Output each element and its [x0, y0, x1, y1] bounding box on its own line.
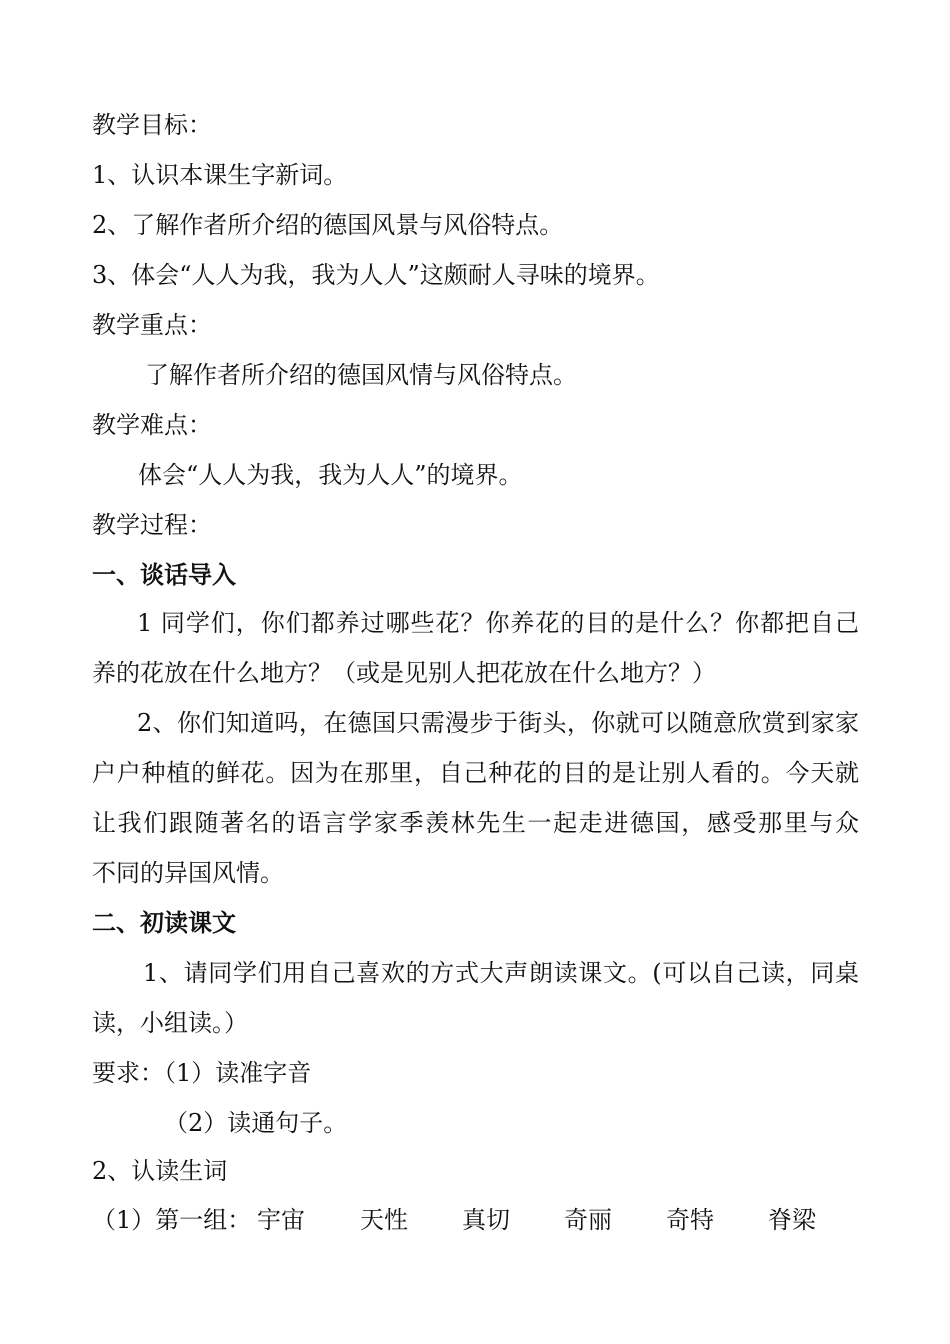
- vocab-word: 奇特: [666, 1206, 714, 1234]
- vocab-word: 脊梁: [768, 1206, 816, 1234]
- vocab-group-1: [92, 1205, 872, 1235]
- vocab-word: 天性: [360, 1206, 408, 1234]
- section-2-p1-line2: 读，小组读。）: [92, 1009, 248, 1037]
- key-text: 了解作者所介绍的德国风情与风俗特点。: [145, 361, 577, 389]
- vocab-heading: 2、认读生词: [92, 1157, 228, 1185]
- requirement-line-1: 要求：（1）读准字音: [92, 1059, 312, 1087]
- difficulty-heading: 教学难点：: [92, 411, 212, 439]
- section-1-p2-line2: 户户种植的鲜花。因为在那里，自己种花的目的是让别人看的。今天就: [92, 759, 859, 787]
- section-1-p2-line1: 2、你们知道吗，在德国只需漫步于街头，你就可以随意欣赏到家家: [137, 709, 859, 737]
- section-1-p2-line3: 让我们跟随著名的语言学家季羡林先生一起走进德国，感受那里与众: [92, 809, 859, 837]
- vocab-group-label: （1）第一组：: [92, 1206, 252, 1234]
- key-heading: 教学重点：: [92, 311, 212, 339]
- vocab-word: 真切: [462, 1206, 510, 1234]
- vocab-word: 宇宙: [257, 1206, 305, 1234]
- difficulty-text: 体会“人人为我，我为人人”的境界。: [138, 461, 523, 489]
- section-2-title: 二、初读课文: [92, 908, 236, 937]
- goal-heading: 教学目标：: [92, 111, 212, 139]
- goal-item-3: 3、体会“人人为我，我为人人”这颇耐人寻味的境界。: [92, 261, 660, 289]
- requirement-line-2: （2）读通句子。: [164, 1109, 348, 1137]
- section-1-title: 一、谈话导入: [92, 560, 236, 589]
- goal-item-1: 1、认识本课生字新词。: [92, 161, 348, 189]
- vocab-word: 奇丽: [564, 1206, 612, 1234]
- goal-item-2: 2、了解作者所介绍的德国风景与风俗特点。: [92, 211, 564, 239]
- section-2-p1-line1: 1、请同学们用自己喜欢的方式大声朗读课文。(可以自己读，同桌: [143, 959, 859, 987]
- process-heading: 教学过程：: [92, 511, 212, 539]
- section-1-p2-line4: 不同的异国风情。: [92, 859, 284, 887]
- section-1-p1-line1: 1 同学们，你们都养过哪些花？你养花的目的是什么？你都把自己: [137, 609, 859, 637]
- section-1-p1-line2: 养的花放在什么地方？（或是见别人把花放在什么地方？）: [92, 659, 716, 687]
